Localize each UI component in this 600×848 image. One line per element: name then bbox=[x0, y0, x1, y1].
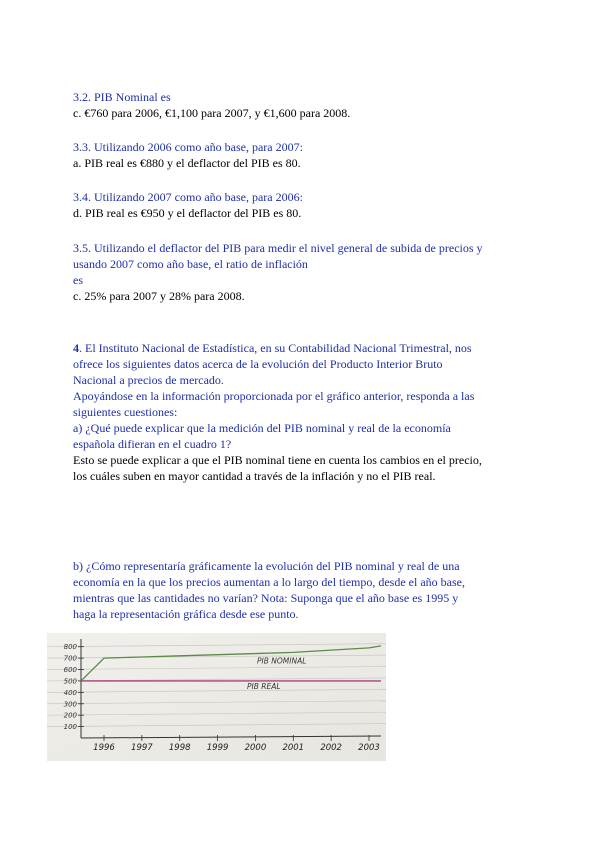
x-tick-label: 1998 bbox=[168, 743, 191, 753]
answer-text: d. PIB real es €950 y el deflactor del PIB es 80. bbox=[73, 206, 302, 220]
answer-a-line: Esto se puede explicar a que el PIB nominal tiene en cuenta los cambios en el precio, bbox=[73, 453, 482, 467]
intro-line: ofrece los siguientes datos acerca de la evolución del Producto Interior Bruto bbox=[73, 357, 443, 371]
y-tick-label: 600 bbox=[63, 666, 77, 675]
y-tick-label: 700 bbox=[63, 654, 77, 663]
y-tick-label: 500 bbox=[63, 677, 77, 686]
subquestion-a-line: española difieran en el cuadro 1? bbox=[73, 437, 232, 451]
y-tick-label: 200 bbox=[63, 711, 77, 720]
question-3-5 bbox=[73, 240, 543, 304]
question-number: 4 bbox=[73, 341, 79, 355]
subquestion-b-line: haga la representación gráfica desde ese punto. bbox=[73, 607, 299, 621]
question-text-line: es bbox=[73, 273, 83, 287]
y-tick-label: 300 bbox=[63, 700, 77, 709]
intro-line bbox=[73, 340, 543, 356]
answer-a-line: los cuáles suben en mayor cantidad a través de la inflación y no el PIB real. bbox=[73, 469, 436, 483]
subquestion-b-line: economía en la que los precios aumentan a lo largo del tiempo, desde el año base, bbox=[73, 575, 465, 589]
question-3-3 bbox=[73, 139, 533, 171]
subquestion-a-line: a) ¿Qué puede explicar que la medición del PIB nominal y real de la economía bbox=[73, 421, 451, 435]
question-text-line: usando 2007 como año base, el ratio de inflación bbox=[73, 257, 308, 271]
subquestion-b-line: mientras que las cantidades no varían? Nota: Suponga que el año base es 1995 y bbox=[73, 591, 459, 605]
answer-text: a. PIB real es €880 y el deflactor del PIB es 80. bbox=[73, 156, 301, 170]
x-tick-label: 1999 bbox=[206, 743, 229, 753]
pib-chart bbox=[47, 633, 386, 761]
question-text-line: 3.5. Utilizando el deflactor del PIB para medir el nivel general de subida de precios y bbox=[73, 241, 483, 255]
question-4b bbox=[73, 558, 543, 622]
question-text: 3.2. PIB Nominal es bbox=[73, 90, 171, 104]
intro-line: Apoyándose en la información proporcionada por el gráfico anterior, responda a las bbox=[73, 389, 475, 403]
question-3-4 bbox=[73, 189, 533, 221]
answer-text: c. 25% para 2007 y 28% para 2008. bbox=[73, 289, 245, 303]
intro-text: . El Instituto Nacional de Estadística, en su Contabilidad Nacional Trimestral, nos bbox=[79, 341, 472, 355]
y-tick-label: 400 bbox=[63, 688, 77, 697]
x-tick-label: 2001 bbox=[282, 743, 305, 753]
x-tick-label: 2002 bbox=[320, 743, 342, 753]
hand-drawn-chart-photo bbox=[47, 633, 386, 761]
intro-line: siguientes cuestiones: bbox=[73, 405, 178, 419]
answer-text: c. €760 para 2006, €1,100 para 2007, y €1,600 para 2008. bbox=[73, 106, 351, 120]
question-4 bbox=[73, 340, 543, 484]
series-label: PIB REAL bbox=[247, 681, 281, 691]
paper-background bbox=[47, 633, 386, 761]
question-text: 3.4. Utilizando 2007 como año base, para 2006: bbox=[73, 190, 303, 204]
x-tick-label: 2000 bbox=[244, 743, 267, 753]
intro-line: Nacional a precios de mercado. bbox=[73, 373, 224, 387]
x-tick-label: 1996 bbox=[93, 743, 115, 753]
question-3-2 bbox=[73, 89, 533, 121]
y-tick-label: 800 bbox=[63, 643, 77, 652]
subquestion-b-line: b) ¿Cómo representaría gráficamente la evolución del PIB nominal y real de una bbox=[73, 559, 460, 573]
x-tick-label: 2003 bbox=[358, 743, 380, 753]
question-text: 3.3. Utilizando 2006 como año base, para 2007: bbox=[73, 140, 303, 154]
y-tick-label: 100 bbox=[63, 723, 77, 732]
x-tick-label: 1997 bbox=[131, 743, 153, 753]
series-label: PIB NOMINAL bbox=[257, 656, 307, 666]
